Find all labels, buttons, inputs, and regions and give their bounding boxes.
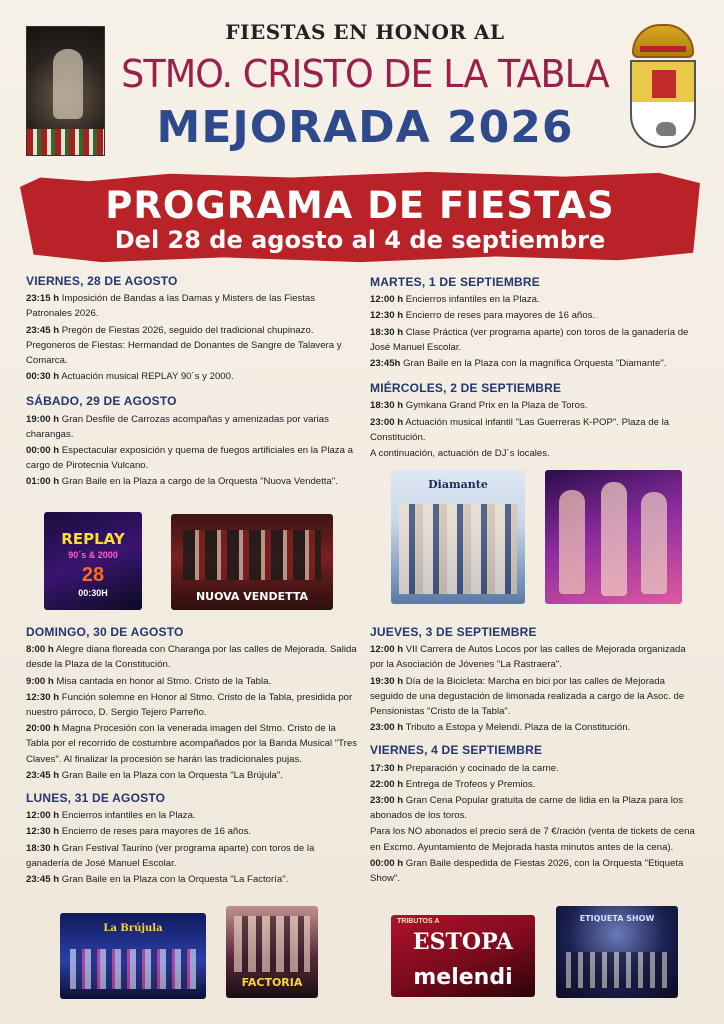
event: 18:30 h Gran Festival Taurino (ver programa aparte) con toros de la ganadería de José Manuel Escolar. xyxy=(26,842,315,869)
replay-poster-image xyxy=(44,512,142,610)
day-title: VIERNES, 28 DE AGOSTO xyxy=(26,274,178,288)
day-title: LUNES, 31 DE AGOSTO xyxy=(26,791,166,806)
event: 23:00 h Actuación musical infantil "Las Guerreras K-POP". Plaza de la Constitución. xyxy=(370,416,670,443)
event: 8:00 h Alegre diana floreada con Charanga por las calles de Mejorada. Salida desde la Plaza de la Constitución. xyxy=(26,644,357,671)
event: 12:00 h Encierros infantiles en la Plaza. xyxy=(370,294,540,306)
program-right-top xyxy=(370,275,700,462)
crown-icon xyxy=(632,24,694,58)
factoria-caption: FACTORIA xyxy=(241,976,303,989)
coat-of-arms-icon xyxy=(628,24,698,150)
event: 23:00 h Tributo a Estopa y Melendi. Plaza de la Constitución. xyxy=(370,722,631,734)
event: 20:00 h Magna Procesión con la venerada imagen del Stmo. Cristo de la Tabla por el recorrido de costumbre acompañados por la Banda Musical "Tres Claves". Al finalizar la procesión se harán las tradicionales pujas. xyxy=(26,723,358,765)
event: 17:30 h Preparación y cocinado de la carne. xyxy=(370,762,559,774)
stage-shape xyxy=(566,952,668,988)
kpop-guerreras-image xyxy=(545,470,682,604)
event: 23:45 h Pregón de Fiestas 2026, seguido del tradicional chupinazo. Pregoneros de Fiestas: Hermandad de Donantes de Sangre de Talavera y Comarca. xyxy=(26,324,342,367)
event: 19:30 h Día de la Bicicleta: Marcha en bici por las calles de Mejorada seguido de una degustación de limonada realizada a cargo de la Asoc. de Pensionistas "Cristo de la Tabla". xyxy=(370,675,685,718)
flowers-shape xyxy=(27,129,104,155)
header-line-1: FIESTAS EN HONOR AL xyxy=(225,20,505,44)
banner-dates: Del 28 de agosto al 4 de septiembre xyxy=(114,226,606,254)
event: 00:30 h Actuación musical REPLAY 90´s y 2000. xyxy=(26,371,234,383)
estopa-melendi-image xyxy=(391,915,535,997)
day-title: DOMINGO, 30 DE AGOSTO xyxy=(26,625,184,639)
stage-shape xyxy=(70,949,196,989)
la-brujula-image xyxy=(60,913,206,999)
event-note: A continuación, actuación de DJ´s locales. xyxy=(370,448,550,460)
day-title: JUEVES, 3 DE SEPTIEMBRE xyxy=(370,625,537,639)
cristo-painting-image xyxy=(26,26,105,156)
event: 12:30 h Función solemne en Honor al Stmo. Cristo de la Tabla, presidida por nuestro párroco, D. Sergio Tejero Parreño. xyxy=(26,691,353,719)
program-left-top xyxy=(26,274,358,491)
estopa-label: TRIBUTOS A xyxy=(397,918,440,925)
header-line-2: STMO. CRISTO DE LA TABLA xyxy=(121,52,609,96)
day-title: MARTES, 1 DE SEPTIEMBRE xyxy=(370,275,540,289)
replay-title: REPLAY xyxy=(61,530,125,548)
estopa-caption: ESTOPA xyxy=(412,929,514,955)
banner-title: PROGRAMA DE FIESTAS xyxy=(105,184,615,227)
character-shape xyxy=(559,490,585,594)
orquesta-diamante-image xyxy=(391,470,525,604)
melendi-caption: melendi xyxy=(413,965,513,990)
program-left-bottom xyxy=(26,625,358,888)
event: 22:00 h Entrega de Trofeos y Premios. xyxy=(370,778,536,790)
etiqueta-show-image xyxy=(556,906,678,998)
figure-shape xyxy=(53,49,83,119)
vendetta-caption: NUOVA VENDETTA xyxy=(195,590,309,603)
day-title: SÁBADO, 29 DE AGOSTO xyxy=(26,394,177,409)
event: 19:00 h Gran Desfile de Carrozas acompañas y amenizadas por varias charangas. xyxy=(26,413,329,440)
event: 23:45 h Gran Baile en la Plaza con la Orquesta "La Factoría". xyxy=(26,874,289,886)
shield-icon xyxy=(630,60,696,148)
day-title: MIÉRCOLES, 2 DE SEPTIEMBRE xyxy=(370,381,562,396)
replay-time: 00:30H xyxy=(78,588,108,598)
event: 18:30 h Clase Práctica (ver programa aparte) con toros de la ganadería de José Manuel Escolar. xyxy=(370,326,689,353)
character-shape xyxy=(601,482,627,596)
event: 12:30 h Encierro de reses para mayores de 16 años. xyxy=(26,826,252,838)
event: 00:00 h Espectacular exposición y quema de fuegos artificiales en la Plaza a cargo de Pirotecnia Vulcano. xyxy=(26,445,353,472)
replay-day: 28 xyxy=(81,564,105,586)
event: 23:00 h Gran Cena Popular gratuita de carne de lidia en la Plaza para los abonados de los toros. xyxy=(370,795,684,822)
event: 00:00 h Gran Baile despedida de Fiestas 2026, con la Orquesta "Etiqueta Show". xyxy=(370,857,684,885)
band-members-shape xyxy=(399,504,517,594)
day-title: VIERNES, 4 DE SEPTIEMBRE xyxy=(370,743,543,758)
castle-icon xyxy=(652,70,676,98)
event: 18:30 h Gymkana Grand Prix en la Plaza de Toros. xyxy=(370,400,588,412)
event: 12:00 h VII Carrera de Autos Locos por las calles de Mejorada organizada por la Asociación de Jóvenes "La Rastraera". xyxy=(370,644,686,671)
character-shape xyxy=(641,492,667,594)
band-members-shape xyxy=(183,530,321,580)
band-members-shape xyxy=(234,916,310,972)
diamante-caption: Diamante xyxy=(428,478,488,491)
header-line-3: MEJORADA 2026 xyxy=(156,102,574,153)
event: 9:00 h Misa cantada en honor al Stmo. Cristo de la Tabla. xyxy=(26,675,272,687)
etiqueta-caption: ETIQUETA SHOW xyxy=(579,914,655,923)
la-factoria-image xyxy=(226,906,318,998)
event: 23:45h Gran Baile en la Plaza con la magnífica Orquesta "Diamante". xyxy=(370,358,667,370)
brujula-caption: La Brújula xyxy=(103,923,163,934)
event: 12:00 h Encierros infantiles en la Plaza. xyxy=(26,810,196,822)
dove-icon xyxy=(656,122,676,136)
replay-subtitle: 90´s & 2000 xyxy=(68,550,118,560)
event: 23:45 h Gran Baile en la Plaza con la Orquesta "La Brújula". xyxy=(26,769,283,781)
event-note: Para los NO abonados el precio será de 7 €/ración (venta de tickets de cena en Excmo. Ayuntamiento de Mejorada hasta minutos antes de la cena). xyxy=(370,826,695,853)
nuova-vendetta-image xyxy=(171,514,333,610)
event: 23:15 h Imposición de Bandas a las Damas y Misters de las Fiestas Patronales 2026. xyxy=(26,293,316,320)
event: 01:00 h Gran Baile en la Plaza a cargo de la Orquesta "Nuova Vendetta". xyxy=(26,476,338,488)
program-right-bottom xyxy=(370,625,700,887)
event: 12:30 h Encierro de reses para mayores de 16 años. xyxy=(370,310,596,322)
